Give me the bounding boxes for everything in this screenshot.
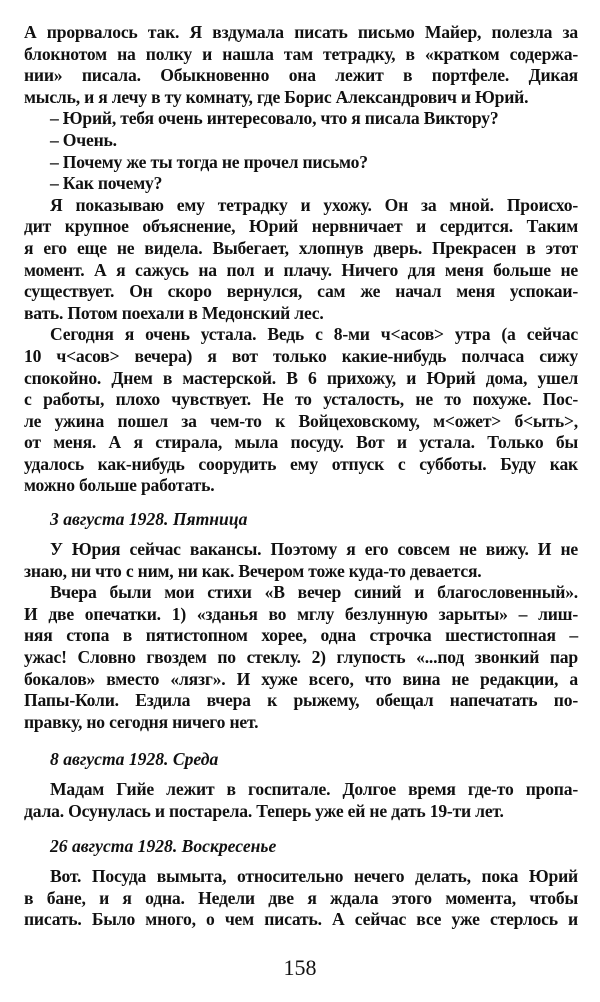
text-line: ужас! Словно гвоздем по стеклу. 2) глупость «...под звонкий пар [24,646,578,667]
text-line: А прорвалось так. Я вздумала писать письмо Майер, полезла за [24,22,578,42]
text-line: вать. Потом поехали в Медонский лес. [24,302,324,323]
paragraph [24,779,578,822]
text-line: существует. Он скоро вернулся, сам же начал меня успокаи- [24,281,578,302]
text-line: бокалов» вместо «лязг». И хуже всего, что вина не редакции, а [24,668,578,689]
text-line: знаю, ни что с ним, ни как. Вечером тоже куда-то девается. [24,560,482,581]
entry-heading-aug-26: 26 августа 1928. Воскресенье [50,836,277,856]
text-line: в бане, и я одна. Недели две я ждала этого момента, чтобы [24,887,578,908]
section-aug-26 [24,866,578,931]
text-line: мысль, и я лечу в ту комнату, где Борис Александрович и Юрий. [24,86,529,107]
text-line: няя стопа в пятистопном хорее, одна строчка шестистопная – [24,625,578,646]
text-line: нии» писала. Обыкновенно она лежит в портфеле. Дикая [24,65,578,86]
paragraph [24,324,578,497]
text-line: – Почему же ты тогда не прочел письмо? [50,151,368,172]
text-line: спокойно. Днем в мастерской. В 6 прихожу, и Юрий дома, ушел [24,367,578,388]
paragraph [24,22,578,108]
text-line: блокнотом на полку и нашла там тетрадку, в «кратком содержа- [24,43,578,64]
text-line: Сегодня я очень устала. Ведь с 8-ми ч<асов> утра (а сейчас [50,324,578,345]
paragraph [24,195,578,325]
text-line: – Как почему? [50,173,163,194]
paragraph [24,152,578,174]
text-line: – Очень. [50,129,117,150]
text-line: Папы-Коли. Ездила вчера к рыжему, обещал напечатать по- [24,690,578,711]
paragraph [24,130,578,152]
paragraph [24,582,578,733]
text-line: ле ужина пошел за чем-то к Войцеховскому, м<ожет> б<ыть>, [24,410,578,431]
text-line: Вчера были мои стихи «В вечер синий и благословенный». [50,582,578,603]
text-line: удалось как-нибудь соорудить ему отпуск с субботы. Буду как [24,453,578,474]
text-line: У Юрия сейчас вакансы. Поэтому я его совсем не вижу. И не [50,539,578,559]
text-line: 10 ч<асов> вечера) я вот только какие-нибудь полчаса сижу [24,345,578,366]
paragraph [24,539,578,582]
section-aug-8 [24,779,578,822]
text-line: момент. А я сажусь на пол и плачу. Ничего для меня больше не [24,259,578,280]
paragraph [24,108,578,130]
text-line: Вот. Посуда вымыта, относительно нечего делать, пока Юрий [50,866,578,886]
section-intro [24,22,578,497]
text-line: – Юрий, тебя очень интересовало, что я писала Виктору? [50,108,499,129]
section-aug-3 [24,539,578,733]
text-line: можно больше работать. [24,475,215,496]
entry-heading-aug-3: 3 августа 1928. Пятница [50,509,248,529]
paragraph [24,173,578,195]
text-line: дала. Осунулась и постарела. Теперь уже ей не дать 19-ти лет. [24,800,504,821]
text-line: Я показываю ему тетрадку и ухожу. Он за мной. Происхо- [50,194,578,215]
paragraph [24,866,578,931]
text-line: правку, но сегодня ничего нет. [24,711,259,732]
text-line: с работы, плохо чувствует. Не то усталость, не то похуже. Пос- [24,389,578,410]
entry-heading-aug-8: 8 августа 1928. Среда [50,749,219,769]
text-line: писать. Было много, о чем писать. А сейчас все уже стерлось и [24,909,578,930]
text-line: Мадам Гийе лежит в госпитале. Долгое время где-то пропа- [50,779,578,799]
text-line: от меня. А я стирала, мыла посуду. Вот и устала. Только бы [24,432,578,453]
page-number: 158 [283,955,317,980]
text-line: дит крупное объяснение, Юрий нервничает и сердится. Таким [24,216,578,237]
text-line: я его еще не видела. Выбегает, хлопнув дверь. Прекрасен в этот [24,237,578,258]
text-line: И две опечатки. 1) «зданья во мглу безлунную зарыты» – лиш- [24,603,578,624]
